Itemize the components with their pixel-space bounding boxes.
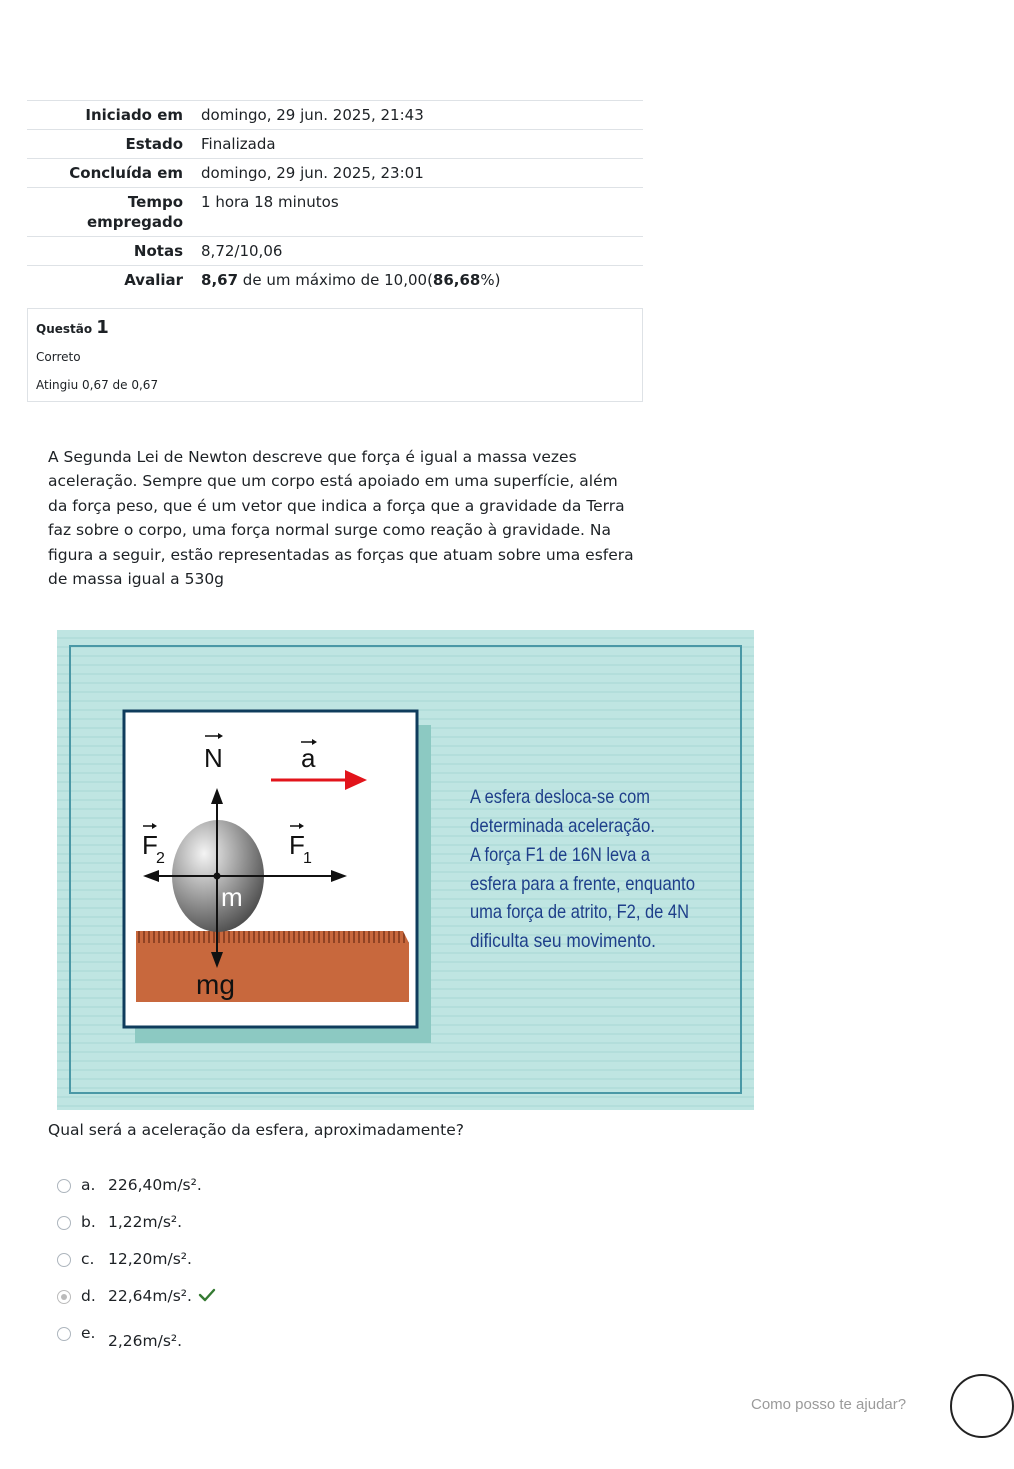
question-state: Correto — [36, 350, 81, 364]
mass-label: m — [221, 882, 243, 912]
answer-radio[interactable] — [57, 1253, 71, 1267]
caption-line: determinada aceleração. — [470, 815, 655, 837]
summary-row — [27, 130, 643, 159]
correct-check-icon — [198, 1287, 216, 1303]
summary-label: Estado — [125, 135, 184, 153]
answer-text: 22,64m/s². — [108, 1287, 192, 1305]
answer-letter: d. — [81, 1287, 96, 1305]
answer-text: 12,20m/s². — [108, 1250, 192, 1268]
floor-top — [136, 931, 409, 943]
answer-radio[interactable] — [57, 1327, 71, 1341]
summary-value: Finalizada — [201, 135, 276, 153]
chat-help-label[interactable]: Como posso te ajudar? — [751, 1396, 907, 1413]
summary-row — [27, 266, 643, 295]
caption-line: dificulta seu movimento. — [470, 930, 656, 952]
floor-block — [136, 943, 409, 1002]
answer-option-a[interactable] — [57, 1172, 216, 1209]
answer-letter: b. — [81, 1213, 96, 1231]
score-value: 8,67 — [201, 271, 239, 289]
summary-value — [191, 266, 643, 295]
answer-list — [57, 1172, 216, 1357]
question-label: Questão — [36, 322, 93, 336]
score-percent: 86,68 — [432, 271, 481, 289]
summary-label: Avaliar — [124, 271, 184, 289]
caption-line: esfera para a frente, enquanto — [470, 873, 696, 895]
f1-label: F — [289, 830, 305, 860]
score-suffix: %) — [480, 271, 501, 289]
answer-option-e[interactable] — [57, 1320, 216, 1357]
question-number-value: 1 — [96, 317, 109, 338]
f1-subscript: 1 — [303, 850, 312, 867]
sphere-center-dot — [214, 873, 221, 880]
score-max-text: de um máximo de 10,00( — [238, 271, 433, 289]
summary-row — [27, 101, 643, 130]
attempt-summary-table — [27, 100, 643, 294]
answer-letter: a. — [81, 1176, 96, 1194]
summary-value: 8,72/10,06 — [201, 242, 283, 260]
chat-button[interactable] — [950, 1374, 1014, 1438]
summary-row — [27, 237, 643, 266]
summary-row — [27, 188, 643, 237]
f2-subscript: 2 — [156, 850, 165, 867]
answer-option-c[interactable] — [57, 1246, 216, 1283]
answer-option-d[interactable] — [57, 1283, 216, 1320]
question-info-box — [27, 308, 643, 402]
caption-line: A esfera desloca-se com — [470, 786, 650, 808]
answer-letter: c. — [81, 1250, 95, 1268]
answer-radio[interactable] — [57, 1179, 71, 1193]
f2-label: F — [142, 830, 158, 860]
summary-row — [27, 159, 643, 188]
answer-text: 226,40m/s². — [108, 1176, 202, 1194]
summary-value: domingo, 29 jun. 2025, 21:43 — [201, 106, 424, 124]
summary-label: Concluída em — [69, 164, 184, 182]
answer-option-b[interactable] — [57, 1209, 216, 1246]
answer-text: 1,22m/s². — [108, 1213, 183, 1231]
summary-value: 1 hora 18 minutos — [201, 193, 339, 211]
normal-label: N — [204, 743, 223, 773]
weight-label: mg — [196, 969, 235, 1000]
answer-text: 2,26m/s². — [108, 1332, 183, 1350]
question-prompt: Qual será a aceleração da esfera, aproximadamente? — [48, 1121, 464, 1139]
answer-radio-selected[interactable] — [57, 1290, 71, 1304]
summary-label: Notas — [133, 242, 184, 260]
caption-line: A força F1 de 16N leva a — [470, 844, 651, 866]
answer-letter: e. — [81, 1324, 96, 1342]
summary-label: Tempo empregado — [87, 193, 184, 231]
caption-line: uma força de atrito, F2, de 4N — [470, 901, 689, 923]
physics-figure — [57, 630, 754, 1110]
question-grade: Atingiu 0,67 de 0,67 — [36, 378, 159, 392]
answer-radio[interactable] — [57, 1216, 71, 1230]
question-text: A Segunda Lei de Newton descreve que força é igual a massa vezes aceleração. Sempre que um corpo está apoiado em uma superfície, além da força peso, que é um vetor que indica a força que a gravidade da Terra faz sobre o corpo, uma força normal surge como reação à gravidade. Na figura a seguir, estão representadas as forças que atuam sobre uma esfera de massa igual a 530g — [48, 448, 634, 589]
accel-label: a — [301, 743, 316, 773]
summary-value: domingo, 29 jun. 2025, 23:01 — [201, 164, 424, 182]
summary-label: Iniciado em — [85, 106, 184, 124]
question-number — [36, 317, 634, 338]
